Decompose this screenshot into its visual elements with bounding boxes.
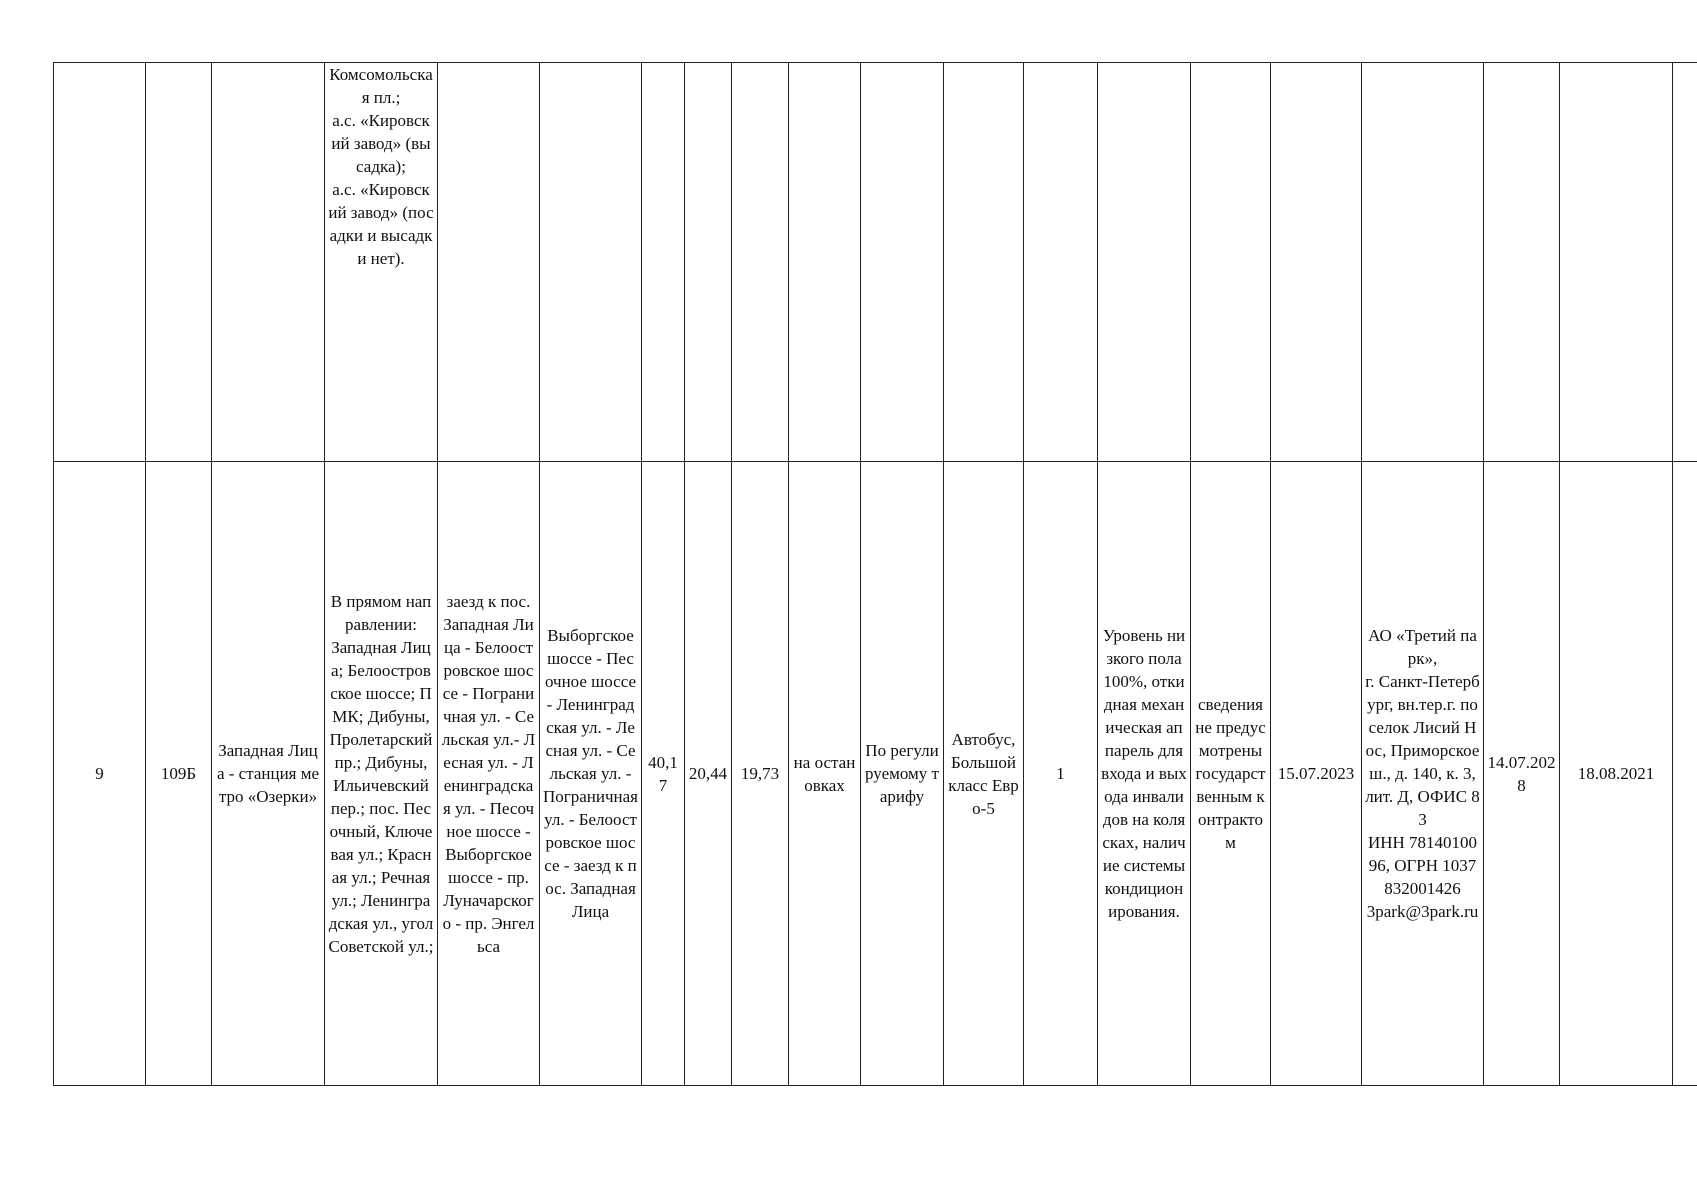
cell-tariff: По регулируемому тарифу — [861, 462, 944, 1086]
cell-contract — [1191, 63, 1271, 462]
cell-route-number: 109Б — [146, 462, 212, 1086]
cell-end-date — [1484, 63, 1560, 462]
table-row — [54, 63, 1697, 462]
cell-streets-backward: Выборгское шоссе - Песочное шоссе - Ленинградская ул. - Лесная ул. - Сельская ул. - Пограничная ул. - Белоостровское шоссе - заезд к пос. Западная Лица — [540, 462, 642, 1086]
cell-start-date — [1271, 63, 1362, 462]
cell-extra — [1673, 462, 1697, 1086]
cell-vehicle: Автобус, Большой класс Евро-5 — [944, 462, 1024, 1086]
cell-streets-forward — [438, 63, 540, 462]
cell-vehicle-count — [1024, 63, 1098, 462]
cell-start-date: 15.07.2023 — [1271, 462, 1362, 1086]
cell-route-name — [212, 63, 325, 462]
cell-carrier: АО «Третий парк», г. Санкт-Петербург, вн.тер.г. поселок Лисий Нос, Приморское ш., д. 140, к. 3, лит. Д, ОФИС 83 ИНН 7814010096, ОГРН 1037832001426 3park@3park.ru — [1362, 462, 1484, 1086]
cell-streets-forward: заезд к пос. Западная Лица - Белоостровское шоссе - Пограничная ул. - Сельская ул.- Лесная ул. - Ленинградская ул. - Песочное шоссе - Выборгское шоссе - пр. Луначарского - пр. Энгельса — [438, 462, 540, 1086]
cell-order-date: 18.08.2021 — [1560, 462, 1673, 1086]
cell-length-avg — [732, 63, 789, 462]
cell-stop-mode — [789, 63, 861, 462]
cell-characteristics — [1098, 63, 1191, 462]
cell-vehicle-count: 1 — [1024, 462, 1098, 1086]
cell-length-forward — [642, 63, 685, 462]
cell-stops: В прямом направлении: Западная Лица; Белоостровское шоссе; ПМК; Дибуны, Пролетарский пр.; Дибуны, Ильичевский пер.; пос. Песочный, Ключевая ул.; Красная ул.; Речная ул.; Ленинградская ул., угол Советской ул.; — [325, 462, 438, 1086]
cell-extra — [1673, 63, 1697, 462]
route-registry-table — [53, 62, 1697, 1086]
cell-stop-mode: на остановках — [789, 462, 861, 1086]
cell-tariff — [861, 63, 944, 462]
cell-route-name: Западная Лица - станция метро «Озерки» — [212, 462, 325, 1086]
cell-route-number — [146, 63, 212, 462]
cell-end-date: 14.07.2028 — [1484, 462, 1560, 1086]
cell-characteristics: Уровень низкого пола 100%, откидная механическая аппарель для входа и выхода инвалидов на коляскax, наличие системы кондиционирования. — [1098, 462, 1191, 1086]
cell-streets-backward — [540, 63, 642, 462]
cell-length-backward: 20,44 — [685, 462, 732, 1086]
cell-order-date — [1560, 63, 1673, 462]
cell-length-avg: 19,73 — [732, 462, 789, 1086]
table-row — [54, 462, 1697, 1086]
cell-length-backward — [685, 63, 732, 462]
cell-length-forward: 40,17 — [642, 462, 685, 1086]
cell-index — [54, 63, 146, 462]
cell-carrier — [1362, 63, 1484, 462]
cell-stops: Комсомольская пл.; а.с. «Кировский завод» (высадка); а.с. «Кировский завод» (посадки и высадки нет). — [325, 63, 438, 462]
cell-index: 9 — [54, 462, 146, 1086]
cell-contract: сведения не предусмотрены государственным контрактом — [1191, 462, 1271, 1086]
cell-vehicle — [944, 63, 1024, 462]
